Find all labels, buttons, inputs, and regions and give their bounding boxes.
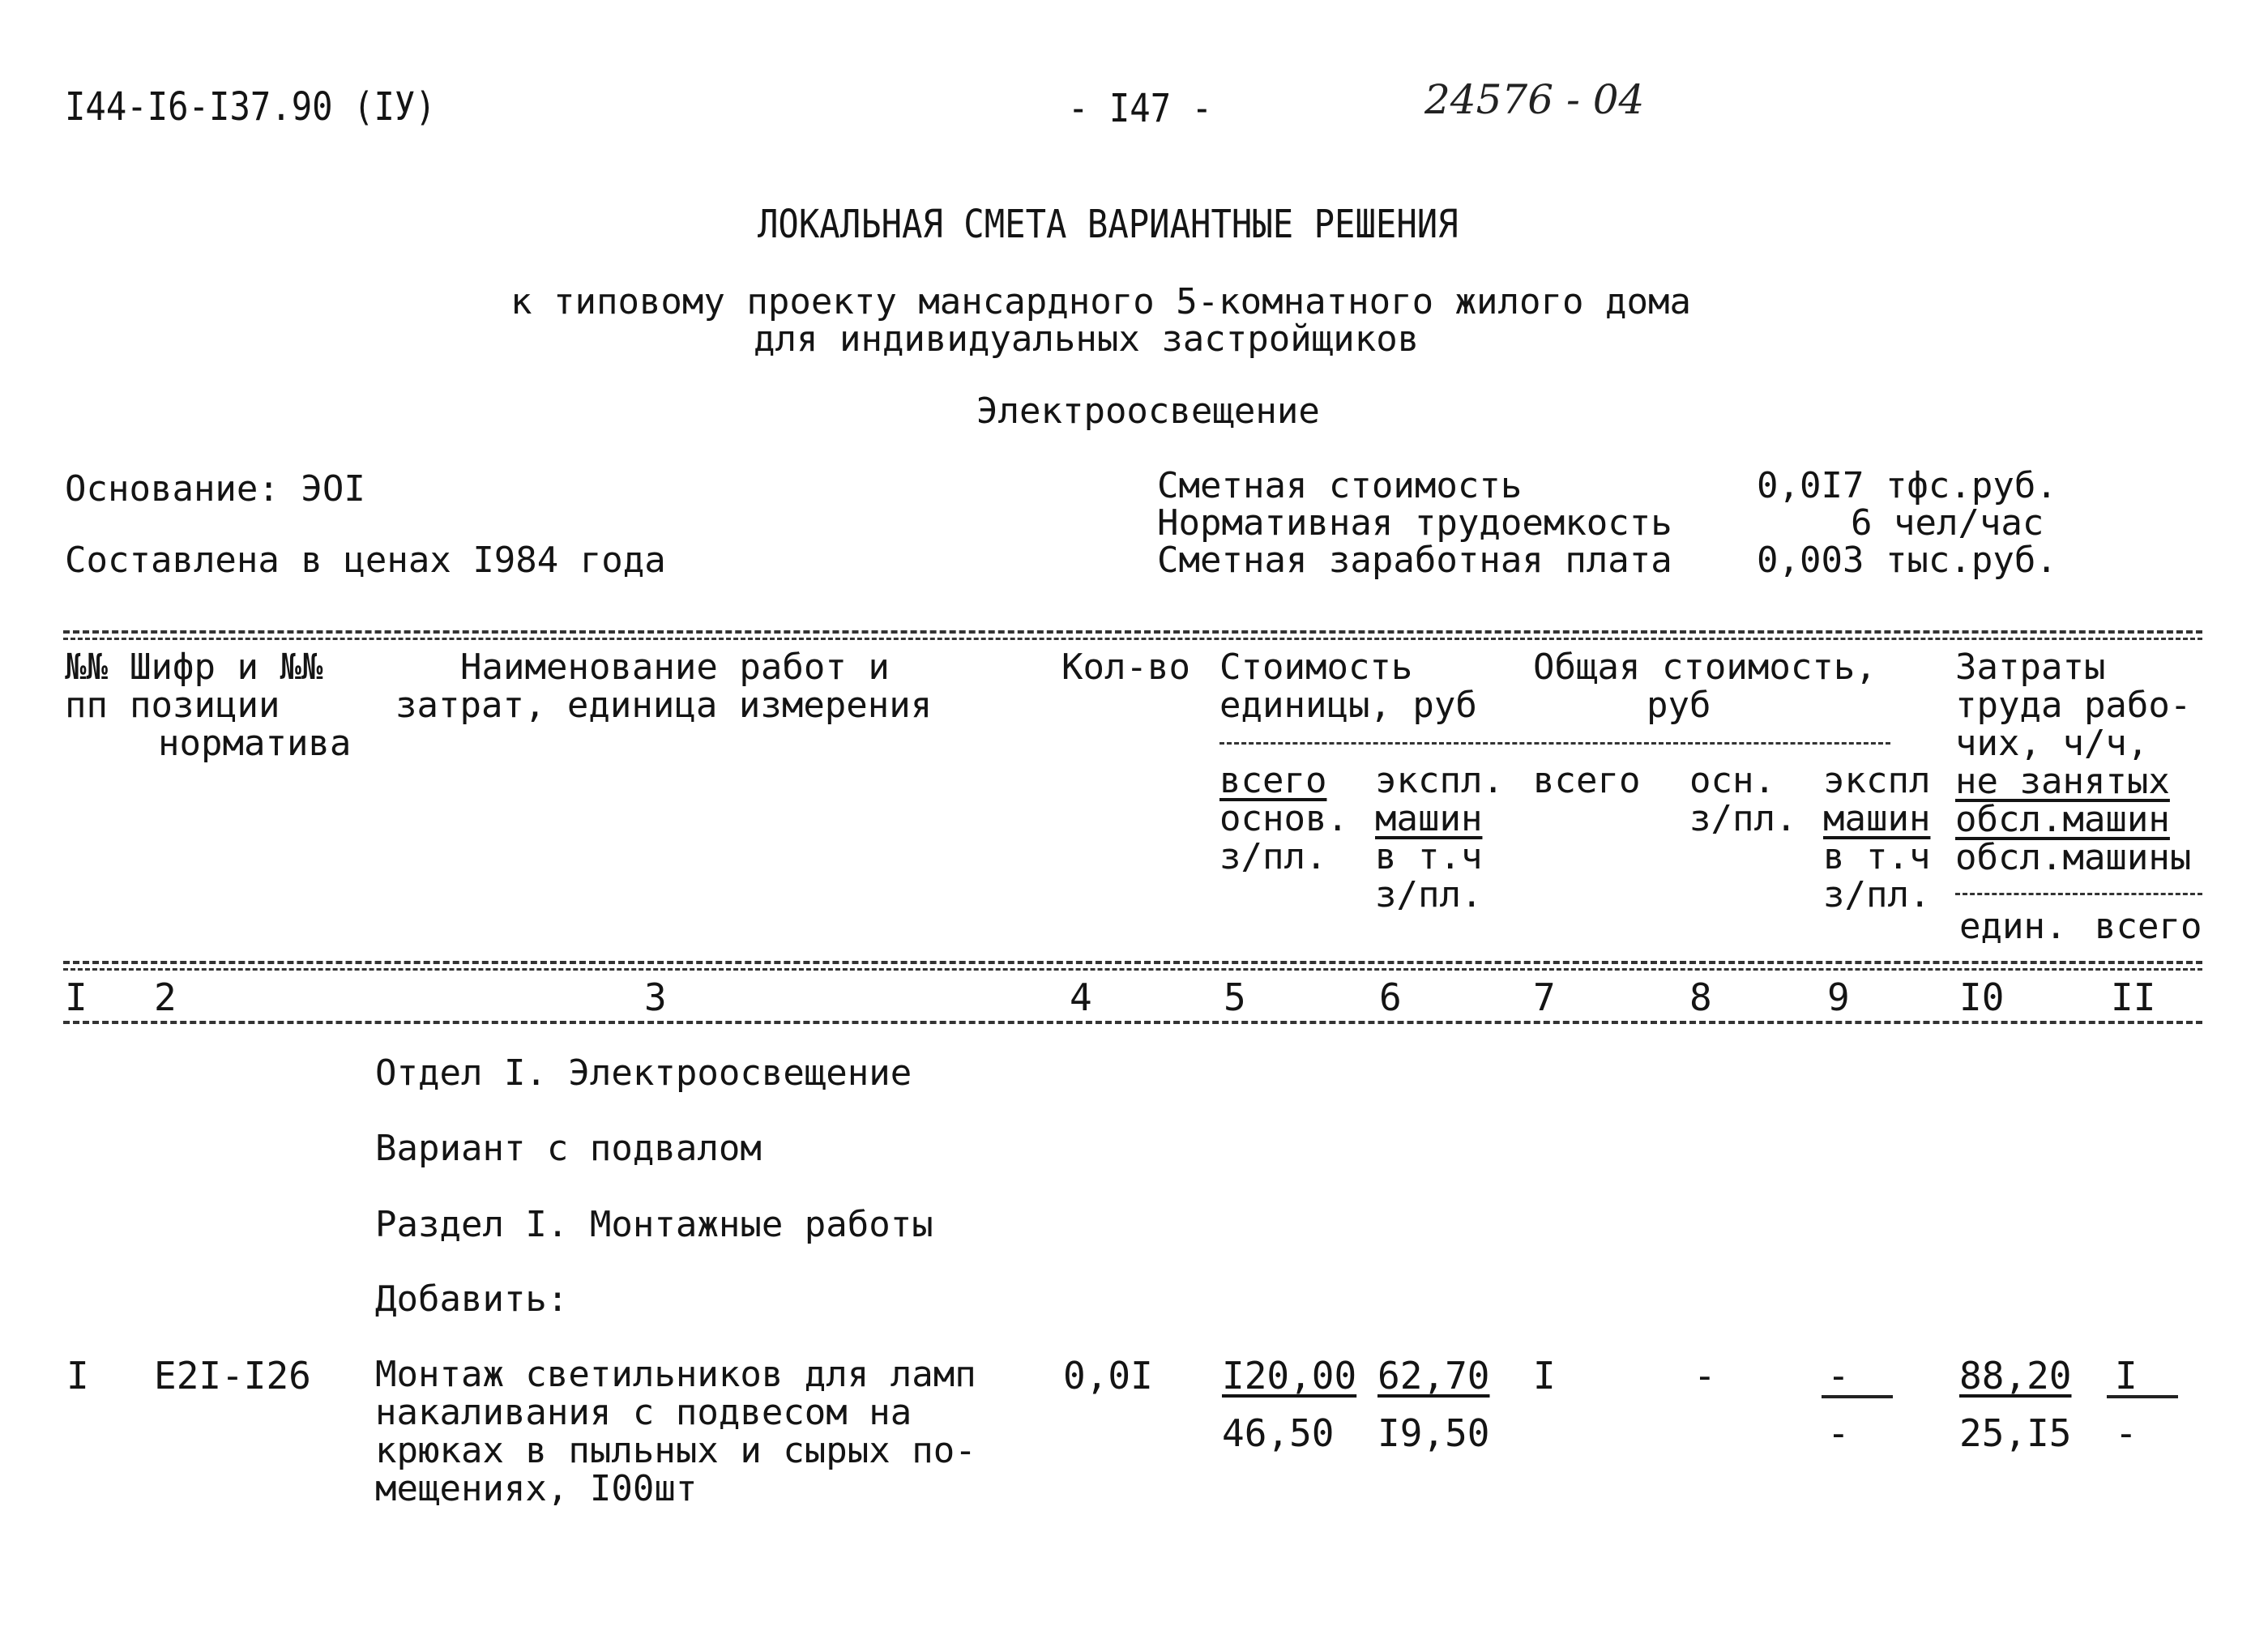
header-col-11: всего [2095, 906, 2202, 947]
document-subtitle-line1: к типовому проекту мансардного 5-комнатного жилого дома [510, 281, 1691, 322]
header-labor: Затраты труда рабо- чих, ч/ч, не занятых обсл.машин обсл.машины [1955, 647, 2192, 878]
column-number-6: 6 [1379, 975, 1402, 1019]
row-total-wages: - [1694, 1354, 1716, 1398]
header-total-cost: Общая стоимость, руб [1533, 647, 1877, 726]
header-unit-cost: Стоимость единицы, руб [1219, 647, 1477, 726]
column-number-7: 7 [1533, 975, 1556, 1019]
section-heading: Раздел I. Монтажные работы [375, 1204, 933, 1245]
document-code: I44-I6-I37.90 (IУ) [65, 84, 436, 130]
header-col-8: осн. з/пл. [1689, 760, 1797, 839]
row-total-machine-cost: - [1827, 1354, 1850, 1398]
row-total-machine-wages: - [1827, 1411, 1850, 1455]
row-unit-machine-wages: I9,50 [1377, 1411, 1490, 1455]
document-subtitle-line2: для индивидуальных застройщиков [754, 318, 1420, 360]
header-col-4: Кол-во [1061, 647, 1190, 688]
row-labor-total-underline [2107, 1395, 2178, 1398]
handwritten-reference: 24576 - 04 [1424, 76, 1645, 123]
price-basis: Составлена в ценах I984 года [65, 540, 666, 581]
variant-heading: Вариант с подвалом [375, 1128, 762, 1169]
summary-wages-value: 0,003 тыс.руб. [1757, 540, 2057, 581]
row-labor-unit-machine: 25,I5 [1959, 1411, 2072, 1455]
add-heading: Добавить: [375, 1278, 569, 1320]
summary-labor-label: Нормативная трудоемкость [1157, 502, 1672, 544]
column-number-3: 3 [644, 975, 667, 1019]
summary-wages-label: Сметная заработная плата [1157, 540, 1672, 581]
header-col-1: №№ пп [65, 647, 108, 726]
summary-estimate-label: Сметная стоимость [1157, 465, 1523, 506]
column-number-1: I [65, 975, 88, 1019]
column-number-5: 5 [1224, 975, 1246, 1019]
document-title: ЛОКАЛЬНАЯ СМЕТА ВАРИАНТНЫЕ РЕШЕНИЯ [758, 202, 1459, 247]
row-number: I [66, 1354, 89, 1398]
header-col-7: всего [1533, 760, 1641, 801]
row-labor-unit: 88,20 [1959, 1354, 2072, 1398]
row-labor-total-machine: - [2115, 1411, 2138, 1455]
header-cost-divider [1219, 742, 1890, 745]
header-col-9: экспл машин в т.ч з/пл. [1823, 760, 1931, 915]
header-bottom-rule [63, 961, 2202, 964]
header-bottom-rule-2 [63, 968, 2202, 971]
row-quantity: 0,0I [1063, 1354, 1153, 1398]
row-code: E2I-I26 [154, 1354, 311, 1398]
row-total-cost: I [1533, 1354, 1556, 1398]
header-labor-divider [1955, 893, 2202, 895]
section-title: Электроосвещение [976, 390, 1320, 432]
row-description: Монтаж светильников для ламп накаливания с подвесом на крюках в пыльных и сырых по- мещениях, I00шт [375, 1354, 976, 1509]
column-number-8: 8 [1689, 975, 1712, 1019]
row-unit-cost-total: I20,00 [1222, 1354, 1357, 1398]
basis-label: Основание: ЭОI [65, 468, 365, 510]
column-number-10: I0 [1959, 975, 2005, 1019]
column-numbers-rule [63, 1021, 2202, 1024]
header-col-6: экспл. машин в т.ч з/пл. [1375, 760, 1504, 915]
page-number: - I47 - [1068, 86, 1213, 131]
header-col-5: всего основ. з/пл. [1219, 760, 1348, 877]
table-top-rule [63, 630, 2202, 634]
department-heading: Отдел I. Электроосвещение [375, 1052, 912, 1094]
row-labor-total: I [2115, 1354, 2138, 1398]
row-unit-machine-cost: 62,70 [1377, 1354, 1490, 1398]
header-col-10: един. [1959, 906, 2067, 947]
table-top-rule-2 [63, 638, 2202, 640]
summary-labor-value: 6 чел/час [1851, 502, 2044, 544]
column-number-9: 9 [1827, 975, 1850, 1019]
row-unit-cost-wages: 46,50 [1222, 1411, 1335, 1455]
column-number-2: 2 [154, 975, 177, 1019]
column-number-11: II [2111, 975, 2156, 1019]
header-col-2: Шифр и №№ позиции норматива [130, 647, 352, 764]
row-total-machine-underline [1822, 1395, 1893, 1398]
summary-estimate-value: 0,0I7 тфс.руб. [1757, 465, 2057, 506]
column-number-4: 4 [1070, 975, 1092, 1019]
header-col-3: Наименование работ и затрат, единица измерения [395, 647, 933, 726]
